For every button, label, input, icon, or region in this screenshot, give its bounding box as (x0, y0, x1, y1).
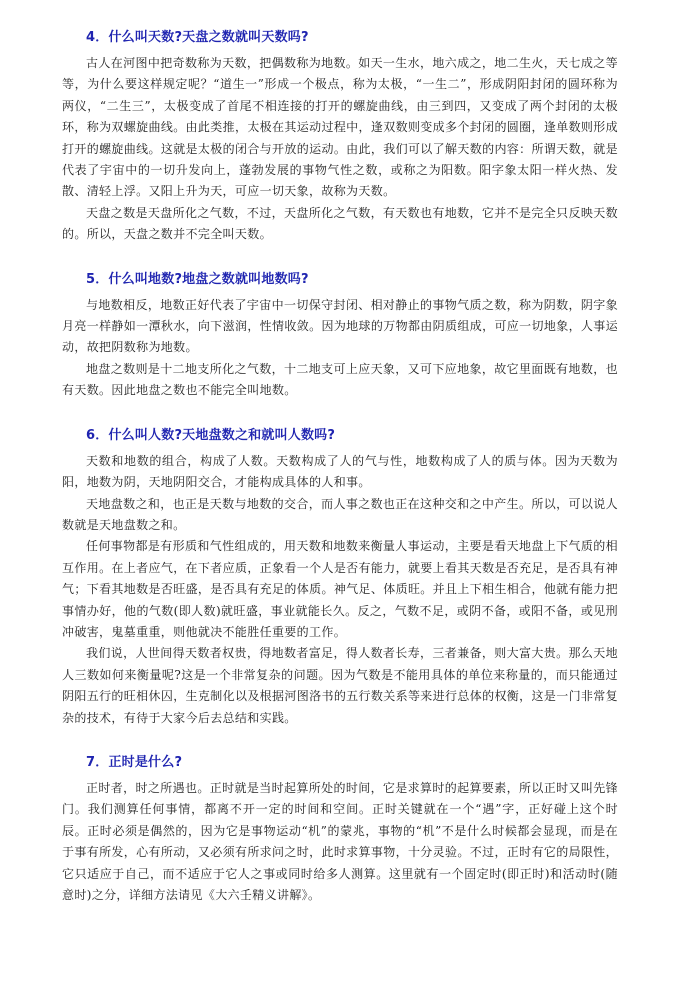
section-heading: 4．什么叫天数?天盘之数就叫天数吗? (86, 30, 309, 45)
paragraph: 天地盘数之和，也正是天数与地数的交合，而人事之数也正在这种交和之中产生。所以，可以说人数就是天地盘数之和。 (62, 496, 618, 532)
paragraph: 天盘之数是天盘所化之气数，不过，天盘所化之气数，有天数也有地数，它并不是完全只反映天数的。所以，天盘之数并不完全叫天数。 (62, 205, 618, 242)
section-human-numbers (62, 426, 618, 729)
section-earthly-numbers (62, 270, 618, 402)
paragraph: 我们说，人世间得天数者权贵，得地数者富足，得人数者长寿，三者兼备，则大富大贵。那么天地人三数如何来衡量呢?这是一个非常复杂的问题。因为气数是不能用具体的单位来称量的，而只能通过阴阳五行的旺相休囚，生克制化以及根据河图洛书的五行数关系等来进行总体的权衡，这是一门非常复杂的技术，有待于大家今后去总结和实践。 (62, 646, 618, 725)
paragraph: 天数和地数的组合，构成了人数。天数构成了人的气与性，地数构成了人的质与体。因为天数为阳，地数为阴，天地阴阳交合，才能构成具体的人和事。 (62, 453, 618, 490)
paragraph: 地盘之数则是十二地支所化之气数，十二地支可上应天象，又可下应地象，故它里面既有地数，也有天数。因此地盘之数也不能完全叫地数。 (62, 361, 618, 398)
paragraph: 任何事物都是有形质和气性组成的，用天数和地数来衡量人事运动，主要是看天地盘上下气质的相互作用。在上者应气，在下者应质，正象看一个人是否有能力，就要上看其天数是否充足，是否具有神气；下看其地数是否旺盛，是否具有充足的体质。神气足、体质旺。并且上下相生相合，他就有能力把事情办好，他的气数(即人数)就旺盛，事业就能长久。反之，气数不足，或阴不备，或阳不备，或见刑冲破害，鬼墓重重，则他就决不能胜任重要的工作。 (62, 539, 618, 639)
paragraph: 古人在河图中把奇数称为天数，把偶数称为地数。如天一生水，地六成之，地二生火，天七成之等等，为什么要这样规定呢？“道生一”形成一个极点，称为太极，“一生二”，形成阴阳封闭的圆环称为两仪，“二生三”，太极变成了首尾不相连接的打开的螺旋曲线，由三到四，又变成了两个封闭的太极环，称为双螺旋曲线。由此类推，太极在其运动过程中，逢双数则变成多个封闭的圆圈，逢单数则形成打开的螺旋曲线。这就是太极的闭合与开放的运动。由此，我们可以了解天数的内容：所谓天数，就是代表了宇宙中的一切升发向上，蓬勃发展的事物气性之数，或称之为阳数。阳字象太阳一样火热、发散、清轻上浮。又阳上升为天，可应一切天象，故称为天数。 (62, 56, 618, 199)
section-heavenly-numbers (62, 28, 618, 246)
paragraph: 与地数相反，地数正好代表了宇宙中一切保守封闭、相对静止的事物气质之数，称为阴数，阴字象月亮一样静如一潭秋水，向下滋润，性情收敛。因为地球的万物都由阴质组成，可应一切地象，人事运动，故把阴数称为地数。 (62, 297, 618, 355)
document-page (62, 28, 618, 906)
section-heading: 6．什么叫人数?天地盘数之和就叫人数吗? (86, 427, 336, 443)
paragraph: 正时者，时之所遇也。正时就是当时起算所处的时间，它是求算时的起算要素，所以正时又叫先锋门。我们测算任何事情，都离不开一定的时间和空间。正时关键就在一个“遇”字，正好碰上这个时辰。正时必须是偶然的，因为它是事物运动“机”的蒙兆，事物的“机”不是什么时候都会显现，而是在于事有所发，心有所动，又必须有所求问之时，此时求算事物，十分灵验。不过，正时有它的局限性，它只适应于自己，而不适应于它人之事或同时给多人测算。这里就有一个固定时(即正时)和活动时(随意时)之分，详细方法请见《大六壬精义讲解》。 (62, 780, 618, 902)
section-current-time (62, 753, 618, 906)
section-heading: 7．正时是什么? (86, 754, 183, 770)
section-heading: 5．什么叫地数?地盘之数就叫地数吗? (86, 271, 309, 287)
